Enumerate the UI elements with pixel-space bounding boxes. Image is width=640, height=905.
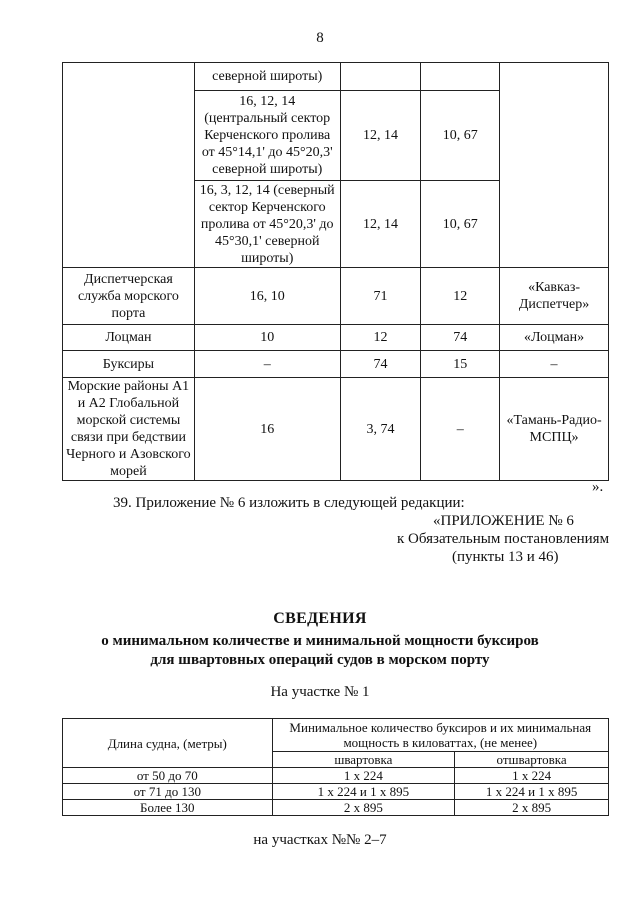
table-cell: 16, 10 [194, 268, 340, 325]
appendix-heading: «ПРИЛОЖЕНИЕ № 6 [433, 513, 574, 529]
table-cell: 12, 14 [340, 181, 421, 268]
table-cell: 10, 67 [421, 91, 500, 181]
table-cell: 12 [340, 325, 421, 351]
table-cell: 12 [421, 268, 500, 325]
table-header-cell: швартовка [272, 752, 455, 768]
table-cell: 10, 67 [421, 181, 500, 268]
table-cell: «Тамань-Радио-МСПЦ» [500, 378, 609, 481]
table-cell: от 50 до 70 [63, 768, 273, 784]
table-cell [63, 63, 195, 268]
table-cell: – [500, 351, 609, 378]
table-cell: северной широты) [194, 63, 340, 91]
table-cell: 12, 14 [340, 91, 421, 181]
table-header-cell: Длина судна, (метры) [63, 719, 273, 768]
table-cell: 1 x 224 [455, 768, 609, 784]
table-cell: 1 x 224 [272, 768, 455, 784]
table-cell: «Кавказ-Диспетчер» [500, 268, 609, 325]
table-cell [500, 63, 609, 268]
table-cell: 2 x 895 [272, 800, 455, 816]
table-cell: «Лоцман» [500, 325, 609, 351]
communication-table [62, 62, 609, 481]
tug-requirements-table [62, 718, 609, 816]
table-row [63, 378, 609, 481]
table-cell: 3, 74 [340, 378, 421, 481]
table-cell: 15 [421, 351, 500, 378]
area-heading: на участках №№ 2–7 [253, 832, 387, 848]
table-row [63, 63, 609, 91]
page-number: 8 [316, 30, 324, 46]
table-cell: 1 x 224 и 1 x 895 [455, 784, 609, 800]
table-cell: 10 [194, 325, 340, 351]
table-header-cell: отшвартовка [455, 752, 609, 768]
table-cell: Более 130 [63, 800, 273, 816]
table-cell: Диспетчерская служба морского порта [63, 268, 195, 325]
table-row [63, 784, 609, 800]
table-row [63, 268, 609, 325]
table-cell: 16, 3, 12, 14 (северный сектор Керченского пролива от 45°20,3' до 45°30,1' северной широты) [194, 181, 340, 268]
table-row [63, 800, 609, 816]
table-cell: 16, 12, 14 (центральный сектор Керченского пролива от 45°14,1' до 45°20,3' северной широты) [194, 91, 340, 181]
table-header-row [63, 719, 609, 752]
table-cell: – [194, 351, 340, 378]
table-row [63, 325, 609, 351]
table-cell: 2 x 895 [455, 800, 609, 816]
table-cell: 74 [340, 351, 421, 378]
table-cell: 71 [340, 268, 421, 325]
table-cell [421, 63, 500, 91]
table-cell: Морские районы А1 и А2 Глобальной морской системы связи при бедствии Черного и Азовского морей [63, 378, 195, 481]
table-cell: – [421, 378, 500, 481]
table-cell: от 71 до 130 [63, 784, 273, 800]
appendix-points: (пункты 13 и 46) [452, 549, 559, 565]
table-cell: Буксиры [63, 351, 195, 378]
table-row [63, 351, 609, 378]
table-cell: 1 x 224 и 1 x 895 [272, 784, 455, 800]
appendix-subheading: к Обязательным постановлениям [397, 531, 610, 547]
section-subtitle: для швартовных операций судов в морском порту [150, 652, 490, 668]
table-row [63, 768, 609, 784]
table-header-cell: Минимальное количество буксиров и их минимальная мощность в киловаттах, (не менее) [272, 719, 608, 752]
table-cell: 16 [194, 378, 340, 481]
closing-quote: ». [592, 479, 604, 495]
table-cell [340, 63, 421, 91]
table-cell: Лоцман [63, 325, 195, 351]
amendment-text: 39. Приложение № 6 изложить в следующей редакции: [113, 495, 465, 511]
section-title: СВЕДЕНИЯ [273, 610, 367, 627]
table-cell: 74 [421, 325, 500, 351]
area-heading: На участке № 1 [270, 684, 370, 700]
section-subtitle: о минимальном количестве и минимальной мощности буксиров [101, 633, 539, 649]
